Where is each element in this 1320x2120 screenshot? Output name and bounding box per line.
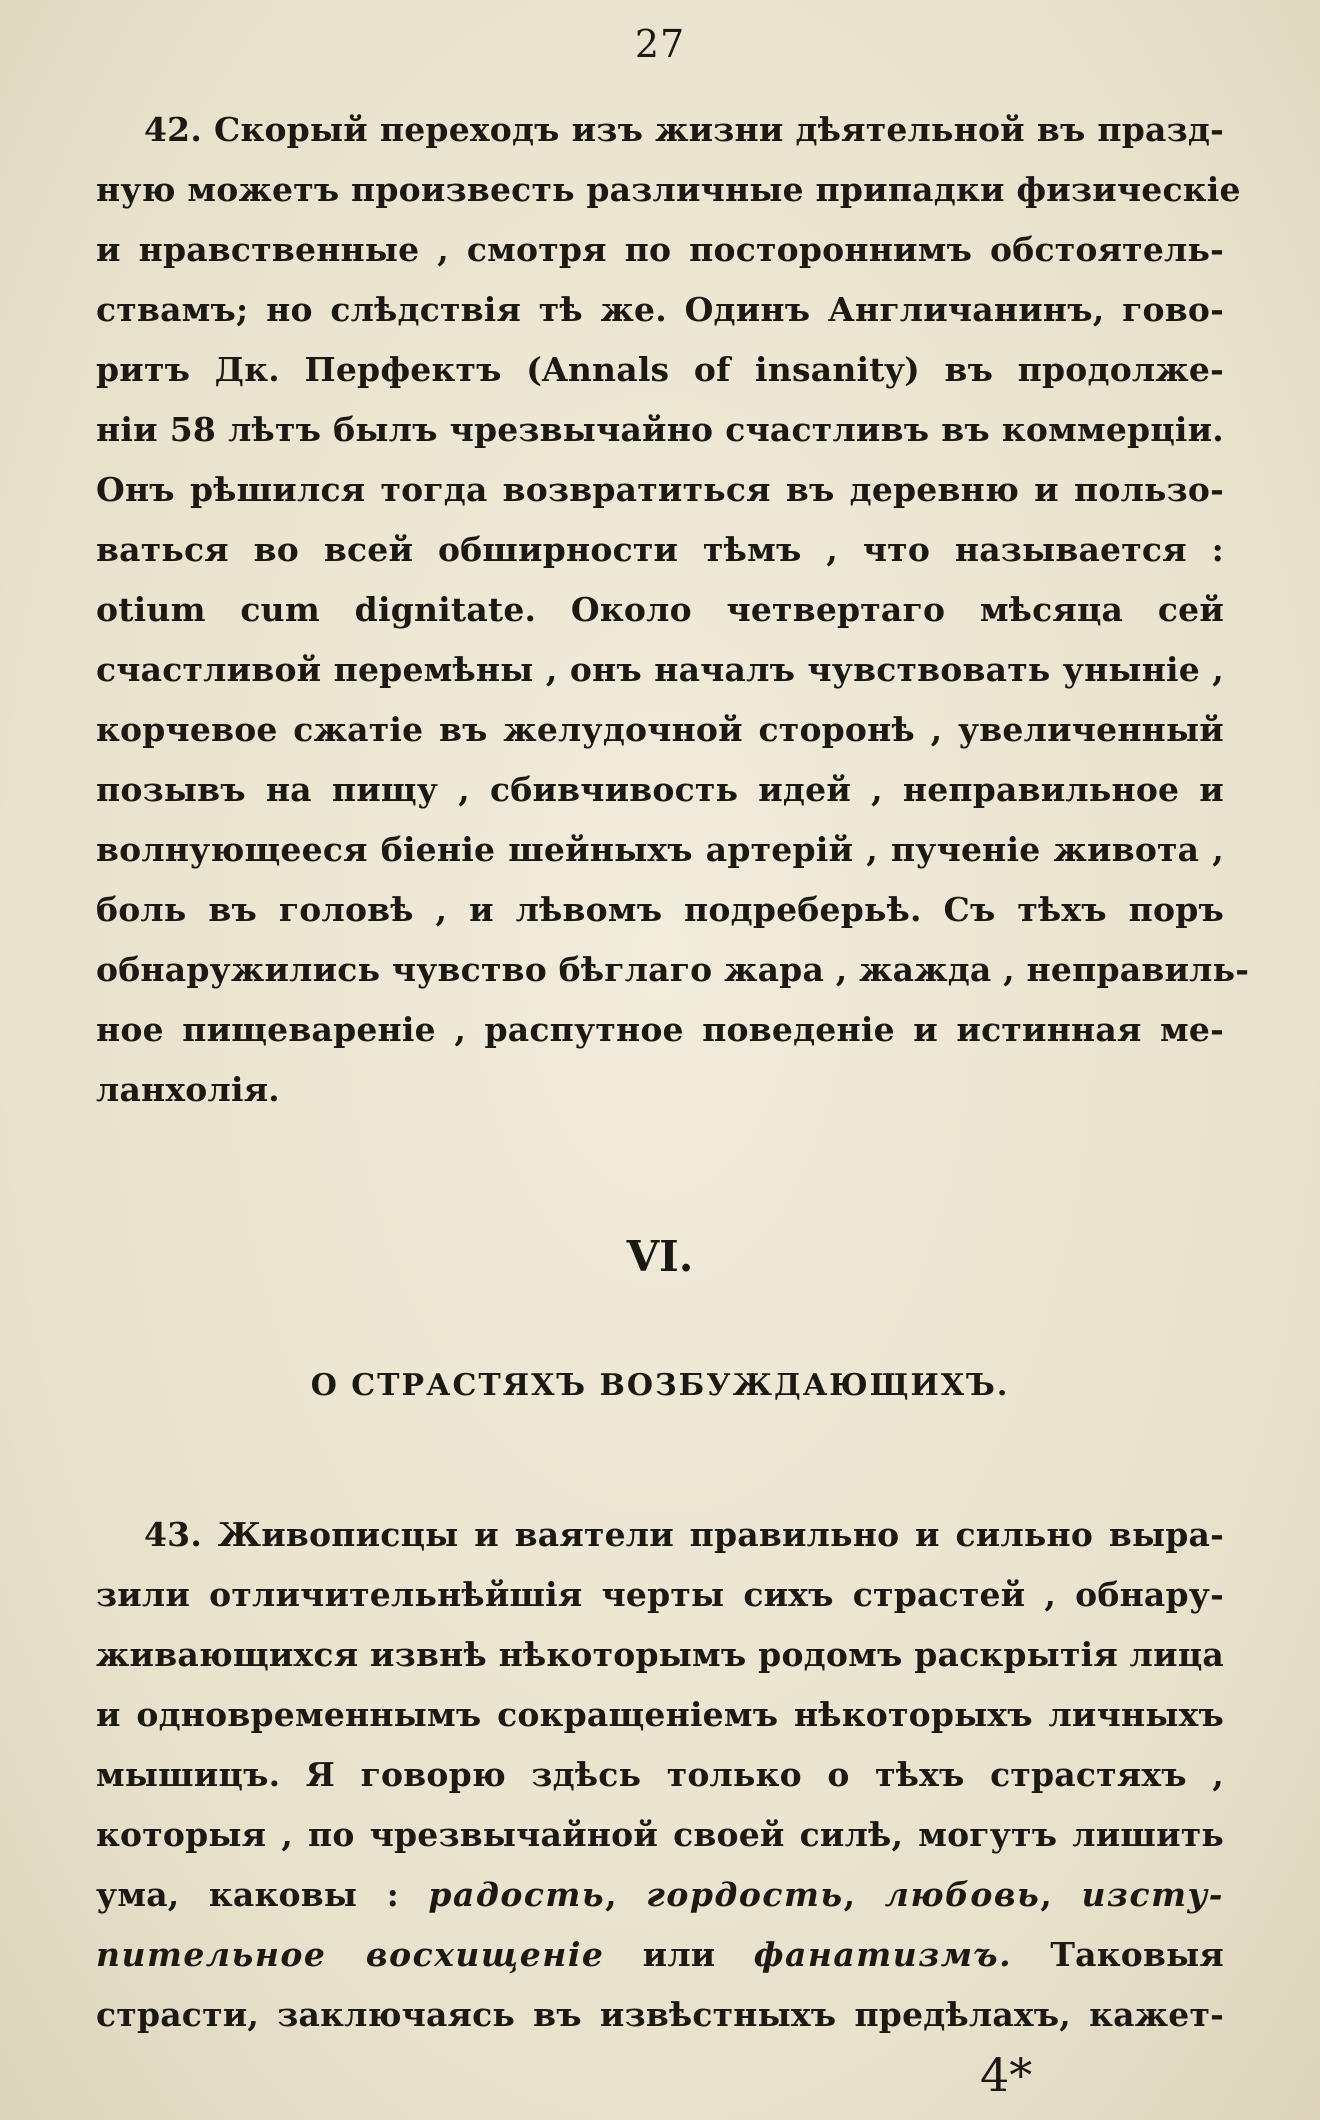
text-line: 42. Скорый переходъ изъ жизни дѣятельной въ празд-: [144, 110, 1224, 149]
text-line: мышицъ. Я говорю здѣсь только о тѣхъ страстяхъ ,: [96, 1755, 1224, 1794]
italic-term: радость: [428, 1875, 606, 1914]
text-line: ланхолія.: [96, 1070, 280, 1109]
text-line: и одновременнымъ сокращеніемъ нѣкоторыхъ личныхъ: [96, 1695, 1224, 1734]
text-line: которыя , по чрезвычайной своей силѣ, могутъ лишить: [96, 1815, 1224, 1854]
text-line: и нравственные , смотря по постороннимъ обстоятель-: [96, 230, 1224, 269]
text-fragment: ,: [843, 1875, 856, 1914]
italic-term: фанатизмъ.: [753, 1935, 1013, 1974]
text-line: ніи 58 лѣтъ былъ чрезвычайно счастливъ въ коммерціи.: [96, 410, 1224, 449]
text-line: 43. Живописцы и ваятели правильно и сильно выра-: [144, 1515, 1224, 1554]
text-line: счастливой перемѣны , онъ началъ чувствовать уныніе ,: [96, 650, 1224, 689]
section-title: О СТРАСТЯХЪ ВОЗБУЖДАЮЩИХЪ.: [310, 1368, 1010, 1403]
text-fragment: ,: [1040, 1875, 1052, 1914]
italic-term: любовь: [884, 1875, 1041, 1914]
text-fragment: ,: [605, 1875, 617, 1914]
text-line: [96, 1925, 1224, 1985]
text-line: otium cum dignitate. Около четвертаго мѣсяца сей: [96, 590, 1224, 629]
text-line: ную можетъ произвесть различные припадки физическіе: [96, 170, 1241, 209]
text-fragment: Таковыя: [1050, 1935, 1224, 1974]
text-line: корчевое сжатіе въ желудочной сторонѣ , увеличенный: [96, 710, 1224, 749]
paragraph-42: [96, 100, 1250, 1120]
italic-term: гордость: [646, 1875, 844, 1914]
text-line: зили отличительнѣйшія черты сихъ страстей , обнару-: [96, 1575, 1224, 1614]
signature-mark: 4*: [980, 2048, 1033, 2102]
text-line: позывъ на пищу , сбивчивость идей , неправильное и: [96, 770, 1224, 809]
italic-term: пительное восхищеніе: [96, 1935, 605, 1974]
text-line: живающихся извнѣ нѣкоторымъ родомъ раскрытія лица: [96, 1635, 1224, 1674]
text-line: ствамъ; но слѣдствія тѣ же. Одинъ Англичанинъ, гово-: [96, 290, 1224, 329]
text-line: обнаружились чувство бѣглаго жара , жажда , неправиль-: [96, 950, 1250, 989]
italic-term: изсту-: [1081, 1875, 1224, 1914]
text-fragment: ума, каковы :: [96, 1875, 399, 1914]
text-line: волнующееся біеніе шейныхъ артерій , пученіе живота ,: [96, 830, 1224, 869]
text-line: страсти, заключаясь въ извѣстныхъ предѣлахъ, кажет-: [96, 1995, 1224, 2034]
section-numeral: VI.: [626, 1232, 694, 1281]
page-number: 27: [634, 22, 686, 66]
text-line: ное пищевареніе , распутное поведеніе и истинная ме-: [96, 1010, 1224, 1049]
text-line: боль въ головѣ , и лѣвомъ подреберьѣ. Съ тѣхъ поръ: [96, 890, 1224, 929]
text-line: ваться во всей обширности тѣмъ , что называется :: [96, 530, 1224, 569]
text-line: Онъ рѣшился тогда возвратиться въ деревню и пользо-: [96, 470, 1224, 509]
paragraph-43: [96, 1505, 1224, 2045]
text-line: [96, 1865, 1224, 1925]
text-line: ритъ Дк. Перфектъ (Annals of insanity) въ продолже-: [96, 350, 1224, 389]
text-fragment: или: [642, 1935, 716, 1974]
